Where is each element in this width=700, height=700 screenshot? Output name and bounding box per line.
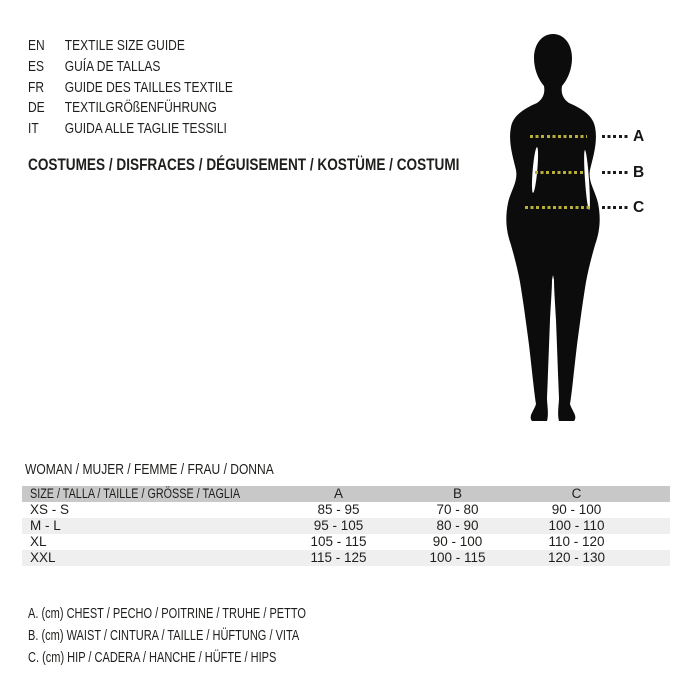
spacer-cell [636, 550, 670, 566]
hip-range-cell: 100 - 110 [548, 518, 605, 533]
waist-range-cell: 70 - 80 [436, 502, 479, 517]
waist-range-cell: 100 - 115 [429, 550, 486, 565]
size-cell: XL [30, 534, 47, 549]
chest-callout-line [602, 135, 628, 138]
language-list [28, 36, 284, 140]
language-code: DE [28, 99, 45, 117]
legend-chest: A. (cm) CHEST / PECHO / POITRINE / TRUHE / PETTO [28, 606, 306, 622]
language-code: ES [28, 57, 45, 75]
language-row [28, 98, 233, 119]
hip-range-cell: 120 - 130 [547, 550, 606, 565]
category-heading [28, 155, 567, 174]
chest-range-cell: 105 - 115 [310, 534, 367, 549]
hip-callout-line [602, 206, 628, 209]
table-row [22, 502, 670, 518]
language-code: EN [28, 37, 45, 54]
spacer-cell [636, 502, 670, 518]
table-row [22, 550, 670, 566]
chest-range-cell: 95 - 105 [313, 518, 364, 533]
language-row [28, 119, 233, 140]
spacer-cell [636, 486, 670, 502]
table-title-text: WOMAN / MUJER / FEMME / FRAU / DONNA [25, 462, 274, 478]
spacer-cell [636, 518, 670, 534]
table-row [22, 518, 670, 534]
table-row [22, 534, 670, 550]
hip-range-cell: 90 - 100 [551, 502, 602, 517]
chest-range-cell: 115 - 125 [310, 550, 367, 565]
size-column-header: SIZE / TALLA / TAILLE / GRÖSSE / TAGLIA [30, 486, 241, 501]
measure-label-chest: A [633, 128, 645, 145]
column-header-b: B [452, 486, 462, 501]
waist-callout-line [602, 171, 628, 174]
language-label: TEXTILGRÖßENFÜHRUNG [64, 99, 217, 117]
chest-range-cell: 85 - 95 [317, 502, 360, 517]
legend-hip: C. (cm) HIP / CADERA / HANCHE / HÜFTE / HIPS [28, 650, 277, 666]
language-row [28, 57, 233, 78]
category-heading-text: COSTUMES / DISFRACES / DÉGUISEMENT / KOSTÜME / COSTUMI [28, 155, 460, 174]
language-row [28, 36, 233, 57]
measure-legend [28, 603, 394, 669]
waist-measure-line [535, 171, 583, 174]
language-label: GUIDE DES TAILLES TEXTILE [64, 78, 233, 96]
language-code: FR [28, 78, 44, 96]
language-label: GUIDA ALLE TAGLIE TESSILI [64, 120, 227, 138]
language-label: GUÍA DE TALLAS [64, 57, 161, 75]
waist-range-cell: 80 - 90 [436, 518, 479, 533]
size-cell: XS - S [30, 502, 70, 517]
chest-measure-line [530, 135, 587, 138]
waist-range-cell: 90 - 100 [432, 534, 483, 549]
language-label: TEXTILE SIZE GUIDE [64, 37, 185, 54]
language-row [28, 78, 233, 99]
size-table [22, 486, 670, 566]
spacer-cell [636, 534, 670, 550]
measure-label-waist: B [633, 164, 645, 181]
table-header-row [22, 486, 670, 502]
size-cell: XXL [30, 550, 56, 565]
table-title [25, 460, 325, 480]
column-header-c: C [571, 486, 582, 501]
legend-waist: B. (cm) WAIST / CINTURA / TAILLE / HÜFTUNG / VITA [28, 628, 300, 644]
measure-label-hip: C [633, 199, 645, 216]
column-header-a: A [333, 486, 343, 501]
hip-measure-line [525, 206, 589, 209]
size-cell: M - L [30, 518, 61, 533]
hip-range-cell: 110 - 120 [548, 534, 605, 549]
woman-silhouette [490, 30, 620, 425]
language-code: IT [28, 120, 39, 138]
